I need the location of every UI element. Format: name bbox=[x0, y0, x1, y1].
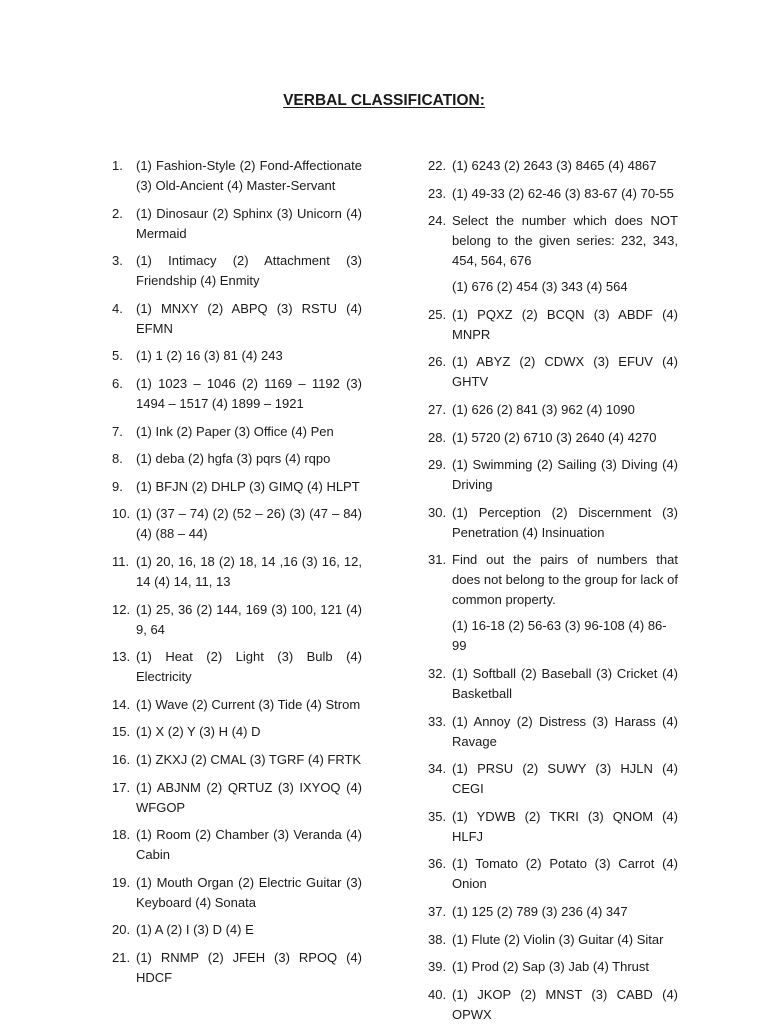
question-number: 40. bbox=[428, 986, 447, 1002]
question-text: (1) A (2) I (3) D (4) E bbox=[136, 922, 254, 938]
question-number: 18. bbox=[112, 827, 131, 843]
question-text: (1) Dinosaur (2) Sphinx (3) Unicorn (4) Mermaid bbox=[136, 205, 362, 241]
question-number: 14. bbox=[112, 696, 131, 712]
question-number: 38. bbox=[428, 931, 447, 947]
question-item bbox=[428, 712, 678, 752]
question-text: (1) (37 – 74) (2) (52 – 26) (3) (47 – 84) (4) (88 – 44) bbox=[136, 506, 362, 542]
question-item bbox=[112, 825, 362, 865]
question-item bbox=[428, 550, 678, 656]
question-item bbox=[112, 204, 362, 244]
question-options: (1) 676 (2) 454 (3) 343 (4) 564 bbox=[452, 279, 628, 295]
question-text: (1) Fashion-Style (2) Fond-Affectionate (3) Old-Ancient (4) Master-Servant bbox=[136, 158, 362, 193]
question-item bbox=[428, 352, 678, 392]
question-text: (1) Prod (2) Sap (3) Jab (4) Thrust bbox=[452, 959, 649, 975]
question-number: 23. bbox=[428, 185, 447, 201]
question-item bbox=[112, 477, 362, 497]
question-text: (1) Wave (2) Current (3) Tide (4) Strom bbox=[136, 696, 361, 712]
question-item bbox=[112, 504, 362, 544]
question-number: 17. bbox=[112, 779, 131, 795]
question-text: (1) ZKXJ (2) CMAL (3) TGRF (4) FRTK bbox=[136, 751, 362, 767]
question-number: 12. bbox=[112, 601, 131, 617]
left-column bbox=[112, 156, 362, 995]
question-list-right bbox=[428, 156, 678, 1025]
question-number: 34. bbox=[428, 761, 447, 777]
question-number: 36. bbox=[428, 856, 447, 872]
question-item bbox=[112, 346, 362, 366]
question-number: 33. bbox=[428, 713, 447, 729]
right-column bbox=[428, 156, 678, 1032]
question-text: (1) ABJNM (2) QRTUZ (3) IXYOQ (4) WFGOP bbox=[136, 779, 362, 815]
question-number: 2. bbox=[112, 205, 123, 221]
page-title-text: VERBAL CLASSIFICATION: bbox=[283, 92, 485, 109]
question-number: 29. bbox=[428, 457, 447, 473]
question-text: (1) JKOP (2) MNST (3) CABD (4) OPWX bbox=[452, 986, 678, 1022]
question-text: (1) ABYZ (2) CDWX (3) EFUV (4) GHTV bbox=[452, 354, 678, 390]
question-text: (1) RNMP (2) JFEH (3) RPOQ (4) HDCF bbox=[136, 949, 362, 985]
question-item bbox=[428, 957, 678, 977]
question-item bbox=[428, 985, 678, 1025]
question-number: 7. bbox=[112, 423, 123, 439]
question-item bbox=[112, 920, 362, 940]
question-text: (1) Heat (2) Light (3) Bulb (4) Electricity bbox=[136, 649, 362, 685]
question-text: (1) YDWB (2) TKRI (3) QNOM (4) HLFJ bbox=[452, 808, 678, 844]
question-text: (1) 6243 (2) 2643 (3) 8465 (4) 4867 bbox=[452, 158, 657, 173]
question-number: 35. bbox=[428, 808, 447, 824]
question-text: (1) 1 (2) 16 (3) 81 (4) 243 bbox=[136, 348, 283, 364]
question-item bbox=[112, 873, 362, 913]
question-number: 20. bbox=[112, 922, 131, 938]
question-number: 16. bbox=[112, 751, 131, 767]
question-item bbox=[428, 156, 678, 176]
question-item bbox=[428, 428, 678, 448]
question-number: 15. bbox=[112, 724, 131, 740]
question-text: (1) Flute (2) Violin (3) Guitar (4) Sitar bbox=[452, 931, 664, 947]
question-number: 30. bbox=[428, 504, 447, 520]
question-item bbox=[112, 374, 362, 414]
question-number: 31. bbox=[428, 552, 447, 568]
question-number: 25. bbox=[428, 306, 447, 322]
question-item bbox=[428, 400, 678, 420]
question-item bbox=[112, 647, 362, 687]
question-number: 11. bbox=[112, 553, 130, 569]
question-item bbox=[428, 455, 678, 495]
question-text: Select the number which does NOT belong to the given series: 232, 343, 454, 564, 676 bbox=[452, 213, 678, 269]
question-item bbox=[112, 722, 362, 742]
question-item bbox=[428, 930, 678, 950]
question-item bbox=[112, 778, 362, 818]
question-text: (1) MNXY (2) ABPQ (3) RSTU (4) EFMN bbox=[136, 300, 362, 336]
question-text: (1) Perception (2) Discernment (3) Penetration (4) Insinuation bbox=[452, 504, 678, 540]
question-number: 32. bbox=[428, 665, 447, 681]
question-text: (1) PQXZ (2) BCQN (3) ABDF (4) MNPR bbox=[452, 306, 678, 342]
question-text: (1) Mouth Organ (2) Electric Guitar (3) Keyboard (4) Sonata bbox=[136, 874, 362, 910]
question-number: 24. bbox=[428, 213, 447, 229]
question-item bbox=[112, 695, 362, 715]
question-text: (1) 25, 36 (2) 144, 169 (3) 100, 121 (4) 9, 64 bbox=[136, 601, 362, 637]
question-number: 4. bbox=[112, 300, 123, 316]
question-number: 1. bbox=[112, 158, 123, 173]
question-item bbox=[112, 299, 362, 339]
question-text: (1) 20, 16, 18 (2) 18, 14 ,16 (3) 16, 12, 14 (4) 14, 11, 13 bbox=[136, 553, 362, 589]
question-number: 37. bbox=[428, 903, 447, 919]
question-item bbox=[112, 948, 362, 988]
question-text: (1) BFJN (2) DHLP (3) GIMQ (4) HLPT bbox=[136, 478, 360, 494]
question-number: 10. bbox=[112, 506, 131, 522]
question-text: (1) 49-33 (2) 62-46 (3) 83-67 (4) 70-55 bbox=[452, 185, 674, 201]
question-item bbox=[112, 552, 362, 592]
question-item bbox=[112, 449, 362, 469]
question-list-left bbox=[112, 156, 362, 988]
question-number: 39. bbox=[428, 959, 447, 975]
question-text: (1) 626 (2) 841 (3) 962 (4) 1090 bbox=[452, 401, 635, 417]
question-text: (1) Intimacy (2) Attachment (3) Friendship (4) Enmity bbox=[136, 253, 362, 289]
question-number: 28. bbox=[428, 429, 447, 445]
question-item bbox=[428, 759, 678, 799]
question-text: (1) 5720 (2) 6710 (3) 2640 (4) 4270 bbox=[452, 429, 657, 445]
question-text: (1) Softball (2) Baseball (3) Cricket (4) Basketball bbox=[452, 665, 678, 701]
question-text: (1) Ink (2) Paper (3) Office (4) Pen bbox=[136, 423, 334, 439]
question-text: (1) Tomato (2) Potato (3) Carrot (4) Onion bbox=[452, 856, 678, 892]
question-number: 19. bbox=[112, 874, 131, 890]
question-number: 26. bbox=[428, 354, 447, 370]
question-item bbox=[428, 305, 678, 345]
question-number: 21. bbox=[112, 949, 131, 965]
question-item bbox=[112, 600, 362, 640]
question-number: 6. bbox=[112, 375, 123, 391]
question-item bbox=[428, 184, 678, 204]
question-text: (1) 1023 – 1046 (2) 1169 – 1192 (3) 1494 – 1517 (4) 1899 – 1921 bbox=[136, 375, 362, 411]
question-item bbox=[112, 422, 362, 442]
question-text: (1) deba (2) hgfa (3) pqrs (4) rqpo bbox=[136, 451, 331, 467]
question-item bbox=[112, 156, 362, 196]
question-text: (1) Swimming (2) Sailing (3) Diving (4) Driving bbox=[452, 457, 678, 493]
question-number: 27. bbox=[428, 401, 447, 417]
question-number: 3. bbox=[112, 253, 123, 269]
question-item bbox=[428, 211, 678, 297]
question-number: 9. bbox=[112, 478, 123, 494]
question-item bbox=[428, 807, 678, 847]
question-options: (1) 16-18 (2) 56-63 (3) 96-108 (4) 86-99 bbox=[452, 618, 667, 654]
question-text: (1) Room (2) Chamber (3) Veranda (4) Cabin bbox=[136, 827, 362, 863]
question-number: 22. bbox=[428, 158, 447, 173]
question-text: (1) Annoy (2) Distress (3) Harass (4) Ravage bbox=[452, 713, 678, 749]
question-text: Find out the pairs of numbers that does not belong to the group for lack of common property. bbox=[452, 552, 678, 608]
question-item bbox=[112, 251, 362, 291]
question-number: 8. bbox=[112, 451, 123, 467]
question-item bbox=[428, 854, 678, 894]
question-item bbox=[428, 902, 678, 922]
page-title bbox=[0, 92, 768, 110]
question-item bbox=[428, 664, 678, 704]
question-number: 13. bbox=[112, 649, 131, 665]
question-item bbox=[112, 750, 362, 770]
question-text: (1) 125 (2) 789 (3) 236 (4) 347 bbox=[452, 903, 628, 919]
question-text: (1) PRSU (2) SUWY (3) HJLN (4) CEGI bbox=[452, 761, 678, 797]
question-number: 5. bbox=[112, 348, 123, 364]
question-text: (1) X (2) Y (3) H (4) D bbox=[136, 724, 261, 740]
question-item bbox=[428, 503, 678, 543]
